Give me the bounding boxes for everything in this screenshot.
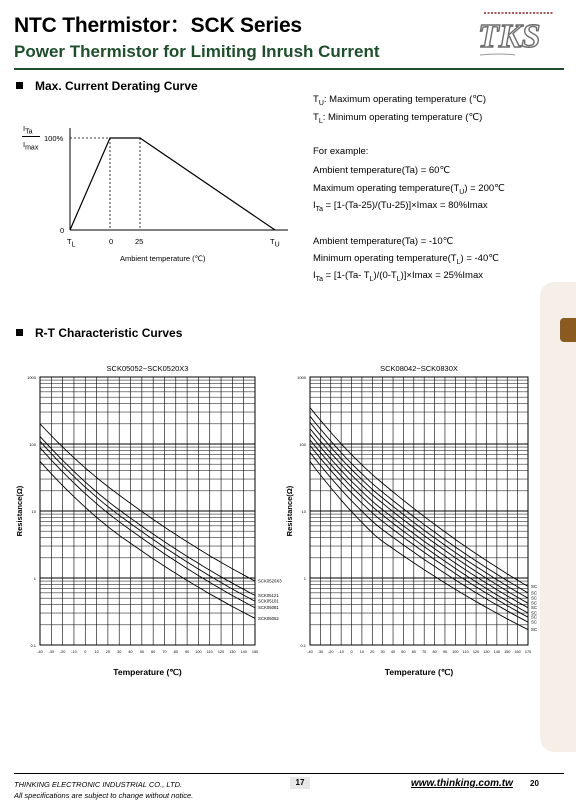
diagram-y-label-imax: $I_{max}$: [23, 140, 39, 152]
page-number: 17: [290, 777, 310, 789]
series-label: SCK05052: [258, 615, 279, 621]
x-tick-label: 30: [117, 650, 122, 654]
chart-title: SCK05052~SCK0520X3: [106, 364, 189, 373]
side-panel-icon[interactable]: [560, 318, 576, 342]
x-tick-label: 90: [184, 650, 190, 654]
x-axis-label: Temperature (℃): [113, 667, 182, 677]
x-tick-label: 80: [173, 650, 178, 654]
x-tick-label: 40: [390, 650, 396, 654]
tks-logo: [470, 7, 558, 57]
diagram-y-100: 100%: [44, 134, 64, 143]
x-tick-label: 140: [493, 650, 501, 654]
footer-divider: [14, 773, 564, 774]
series-label: SC: [531, 627, 537, 633]
x-tick-label: 120: [217, 650, 225, 654]
series-line: [40, 461, 255, 618]
x-tick-label: -40: [307, 650, 313, 654]
diagram-x-tl: $T_L$: [67, 237, 76, 249]
series-label: SCK0520X3: [258, 578, 282, 584]
fraction-bar: [22, 136, 40, 137]
x-tick-label: -10: [71, 650, 77, 654]
diagram-x-0: 0: [109, 237, 114, 246]
rt-charts: [0, 355, 540, 695]
chart-title: SCK08042~SCK0830X: [380, 364, 458, 373]
x-tick-label: 100: [452, 650, 459, 654]
x-tick-label: 0: [350, 650, 353, 654]
note-ex2-formula: $I_{Ta} = [1-(Ta-$ $T_L)/(0-T_L)]\times Imax = 25\%Imax$: [313, 270, 483, 283]
x-axis-label: Temperature (℃): [384, 667, 454, 677]
y-tick-label: 10: [301, 509, 306, 514]
rt-chart-left: [15, 364, 282, 677]
y-tick-label: 0.1: [30, 643, 36, 648]
page-title: NTC Thermistor：SCK Series: [14, 14, 302, 37]
x-tick-label: 110: [206, 650, 213, 654]
note-ex1-formula: $I_{Ta} = [1-(Ta-25)/(Tu-25)]\times Imax = 80\%Imax$: [313, 200, 488, 213]
section-heading-rt: R-T Characteristic Curves: [16, 326, 182, 340]
series-label: SC: [531, 600, 537, 606]
x-tick-label: 20: [370, 650, 375, 654]
series-line: [40, 424, 255, 581]
y-tick-label: 100: [299, 442, 306, 447]
rt-chart-right: [285, 364, 537, 677]
x-tick-label: 120: [472, 650, 480, 654]
note-ex2-ta: Ambient temperature(Ta) = -10℃: [313, 236, 454, 247]
x-tick-label: 140: [240, 650, 247, 654]
x-tick-label: 110: [462, 650, 469, 654]
x-tick-label: 130: [483, 650, 490, 654]
footer-url[interactable]: www.thinking.com.tw: [411, 778, 513, 789]
x-tick-label: 80: [432, 650, 437, 654]
x-tick-label: 50: [139, 650, 144, 654]
series-label: SC: [531, 610, 537, 616]
series-label: SCK05081: [258, 605, 279, 611]
series-label: SC: [531, 595, 537, 601]
x-tick-label: 160: [514, 650, 521, 654]
series-line: [310, 408, 528, 587]
series-label: SCK05121: [258, 592, 279, 598]
x-tick-label: 170: [524, 650, 532, 654]
note-ex1-ta: Ambient temperature(Ta) = 60℃: [313, 165, 451, 176]
series-label: SC: [531, 614, 537, 620]
series-label: SC: [531, 619, 537, 625]
x-tick-label: 40: [128, 650, 133, 654]
x-tick-label: 90: [442, 650, 448, 654]
header-divider: [14, 68, 564, 70]
x-tick-label: -10: [338, 650, 344, 654]
derating-curve: [70, 138, 275, 230]
x-tick-label: -20: [328, 650, 334, 654]
y-axis-label: Resistance(Ω): [15, 485, 24, 537]
x-tick-label: -40: [37, 650, 43, 654]
page-subtitle: Power Thermistor for Limiting Inrush Current: [14, 42, 380, 61]
diagram-x-label: Ambient temperature (℃): [120, 254, 206, 263]
diagram-y-0: 0: [60, 226, 65, 235]
note-ex1-tu: Maximum operating $temperature(T_U)$ = 200℃: [313, 183, 505, 196]
y-axis-label: Resistance(Ω): [285, 485, 294, 537]
y-tick-label: 10: [31, 509, 36, 514]
x-tick-label: 10: [94, 650, 99, 654]
derating-diagram: [60, 128, 292, 238]
x-tick-label: 100: [195, 650, 202, 654]
y-tick-label: 1: [33, 576, 36, 581]
x-tick-label: 150: [251, 650, 259, 654]
series-label: SC: [531, 605, 537, 611]
x-tick-label: 150: [504, 650, 511, 654]
y-tick-label: 100: [29, 442, 36, 447]
x-tick-label: 70: [422, 650, 427, 654]
diagram-y-label-ita: $I_{Ta}$: [23, 124, 33, 136]
section-heading-derating: Max. Current Derating Curve: [16, 79, 198, 93]
series-label: SCK05101: [258, 598, 279, 604]
x-tick-label: 70: [162, 650, 167, 654]
x-tick-label: -30: [48, 650, 55, 654]
y-tick-label: 1000: [297, 375, 306, 380]
x-tick-label: 50: [401, 650, 406, 654]
x-tick-label: -20: [59, 650, 66, 654]
diagram-x-25: 25: [135, 237, 144, 246]
x-tick-label: 60: [411, 650, 416, 654]
x-tick-label: 60: [151, 650, 156, 654]
x-tick-label: 20: [105, 650, 111, 654]
footer-disclaimer: All specifications are subject to change without notice.: [14, 791, 194, 800]
note-tu-definition: $T_U$: Maximum operating temperature (℃): [313, 94, 487, 107]
bullet-square-icon: [16, 82, 23, 89]
x-tick-label: 130: [229, 650, 236, 654]
footer-year: 20: [530, 779, 539, 788]
note-ex2-tl: Minimum operating $temperature(T_L)$ = -40℃: [313, 253, 499, 266]
y-tick-label: 1000: [27, 375, 36, 380]
note-tl-definition: $T_L$: Minimum operating temperature (℃): [313, 112, 483, 125]
series-label: SC: [531, 583, 537, 589]
series-label: SC: [531, 590, 537, 596]
diagram-x-tu: $T_U$: [270, 237, 280, 249]
side-panel-tab[interactable]: [540, 282, 576, 752]
y-tick-label: 1: [303, 576, 306, 581]
svg-text:TKS: TKS: [478, 18, 541, 55]
x-tick-label: 30: [380, 650, 385, 654]
x-tick-label: 10: [359, 650, 365, 654]
bullet-square-icon: [16, 329, 23, 336]
series-line: [310, 422, 528, 598]
x-tick-label: -30: [317, 650, 324, 654]
y-tick-label: 0.1: [300, 643, 306, 648]
footer-company: THINKING ELECTRONIC INDUSTRIAL CO., LTD.: [14, 780, 183, 789]
note-example: For example:: [313, 146, 369, 157]
x-tick-label: 0: [84, 650, 87, 654]
